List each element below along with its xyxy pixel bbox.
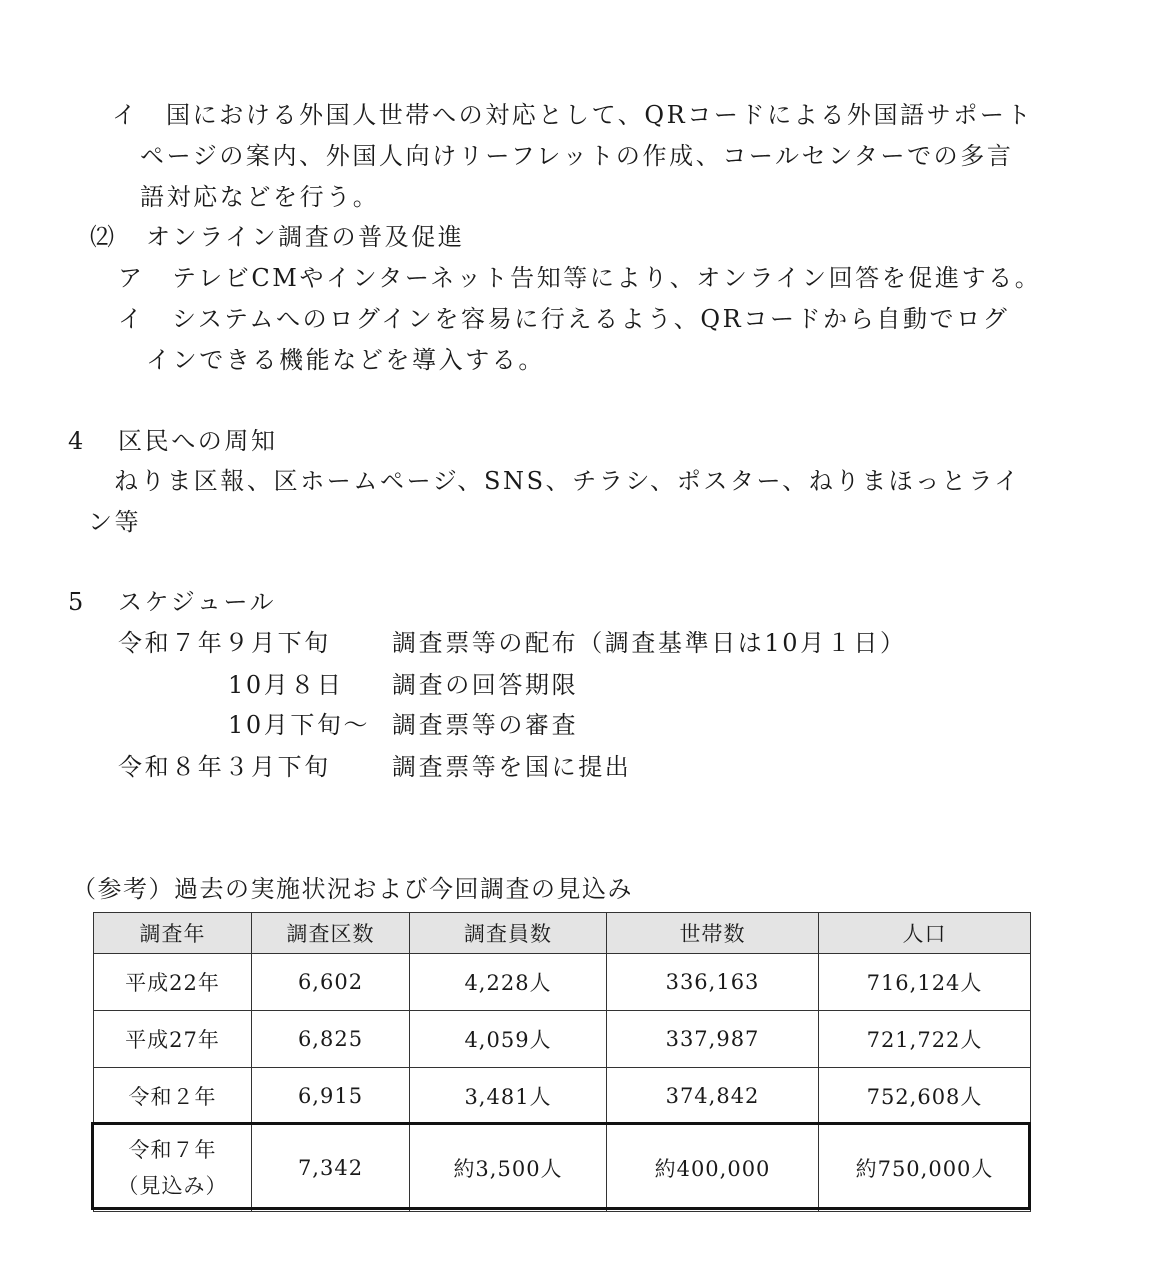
schedule-event: 調査票等の配布（調査基準日は10月１日） [392,629,907,657]
cell-households: 374,842 [607,1068,819,1125]
section-5-number: 5 [68,588,86,616]
item-i-line-3: 語対応などを行う。 [140,183,380,211]
subsection-2-title: オンライン調査の普及促進 [146,223,465,251]
header-survey-year: 調査年 [94,913,252,954]
cell-districts: 6,602 [252,954,410,1011]
estimate-row [94,1125,1031,1212]
item-i2-line-2: インできる機能などを導入する。 [146,346,545,374]
cell-population: 752,608人 [819,1068,1031,1125]
schedule-date: 10月８日 [228,671,344,699]
cell-households: 337,987 [607,1011,819,1068]
cell-year: 平成22年 [94,954,252,1011]
table-row [94,1068,1031,1125]
schedule-event: 調査票等を国に提出 [392,753,632,781]
cell-population: 721,722人 [819,1011,1031,1068]
cell-enumerators: 4,228人 [410,954,607,1011]
item-a-text: テレビCMやインターネット告知等により、オンライン回答を促進する。 [172,264,1042,292]
header-districts: 調査区数 [252,913,410,954]
cell-enumerators: 3,481人 [410,1068,607,1125]
cell-year-estimate [94,1125,252,1212]
schedule-date: 令和８年３月下旬 [118,753,331,781]
cell-households: 336,163 [607,954,819,1011]
estimate-year-line-1: 令和７年 [128,1138,217,1162]
schedule-event: 調査票等の審査 [392,711,579,739]
cell-enumerators: 4,059人 [410,1011,607,1068]
section-4-number: 4 [68,427,86,455]
item-i-marker: イ [112,101,139,129]
header-population: 人口 [819,913,1031,954]
cell-year: 平成27年 [94,1011,252,1068]
item-a-marker: ア [118,264,145,292]
item-i-line-1: 国における外国人世帯への対応として、QRコードによる外国語サポート [166,101,1034,129]
table-row [94,1011,1031,1068]
table-row [94,954,1031,1011]
header-enumerators: 調査員数 [410,913,607,954]
item-i2-marker: イ [118,305,145,333]
cell-districts: 6,825 [252,1011,410,1068]
item-i2-line-1: システムへのログインを容易に行えるよう、QRコードから自動でログ [172,305,1010,333]
cell-districts: 6,915 [252,1068,410,1125]
cell-year: 令和２年 [94,1068,252,1125]
schedule-date: 令和７年９月下旬 [118,629,331,657]
table-header-row [94,913,1031,954]
header-households: 世帯数 [607,913,819,954]
item-i-line-2: ページの案内、外国人向けリーフレットの作成、コールセンターでの多言 [140,142,1014,170]
estimate-year-line-2: （見込み） [117,1174,228,1198]
cell-enumerators-estimate: 約3,500人 [410,1125,607,1212]
section-4-title: 区民への周知 [118,427,278,455]
section-4-line-2: ン等 [88,508,142,536]
cell-population: 716,124人 [819,954,1031,1011]
schedule-date: 10月下旬～ [228,711,371,739]
cell-households-estimate: 約400,000 [607,1125,819,1212]
reference-table [93,912,1031,1212]
reference-caption: （参考）過去の実施状況および今回調査の見込み [72,875,633,903]
schedule-event: 調査の回答期限 [392,671,579,699]
section-5-title: スケジュール [118,588,277,616]
cell-population-estimate: 約750,000人 [819,1125,1031,1212]
subsection-2-marker: ⑵ [90,223,117,251]
cell-districts-estimate: 7,342 [252,1125,410,1212]
section-4-line-1: ねりま区報、区ホームページ、SNS、チラシ、ポスター、ねりまほっとライ [114,467,1021,495]
